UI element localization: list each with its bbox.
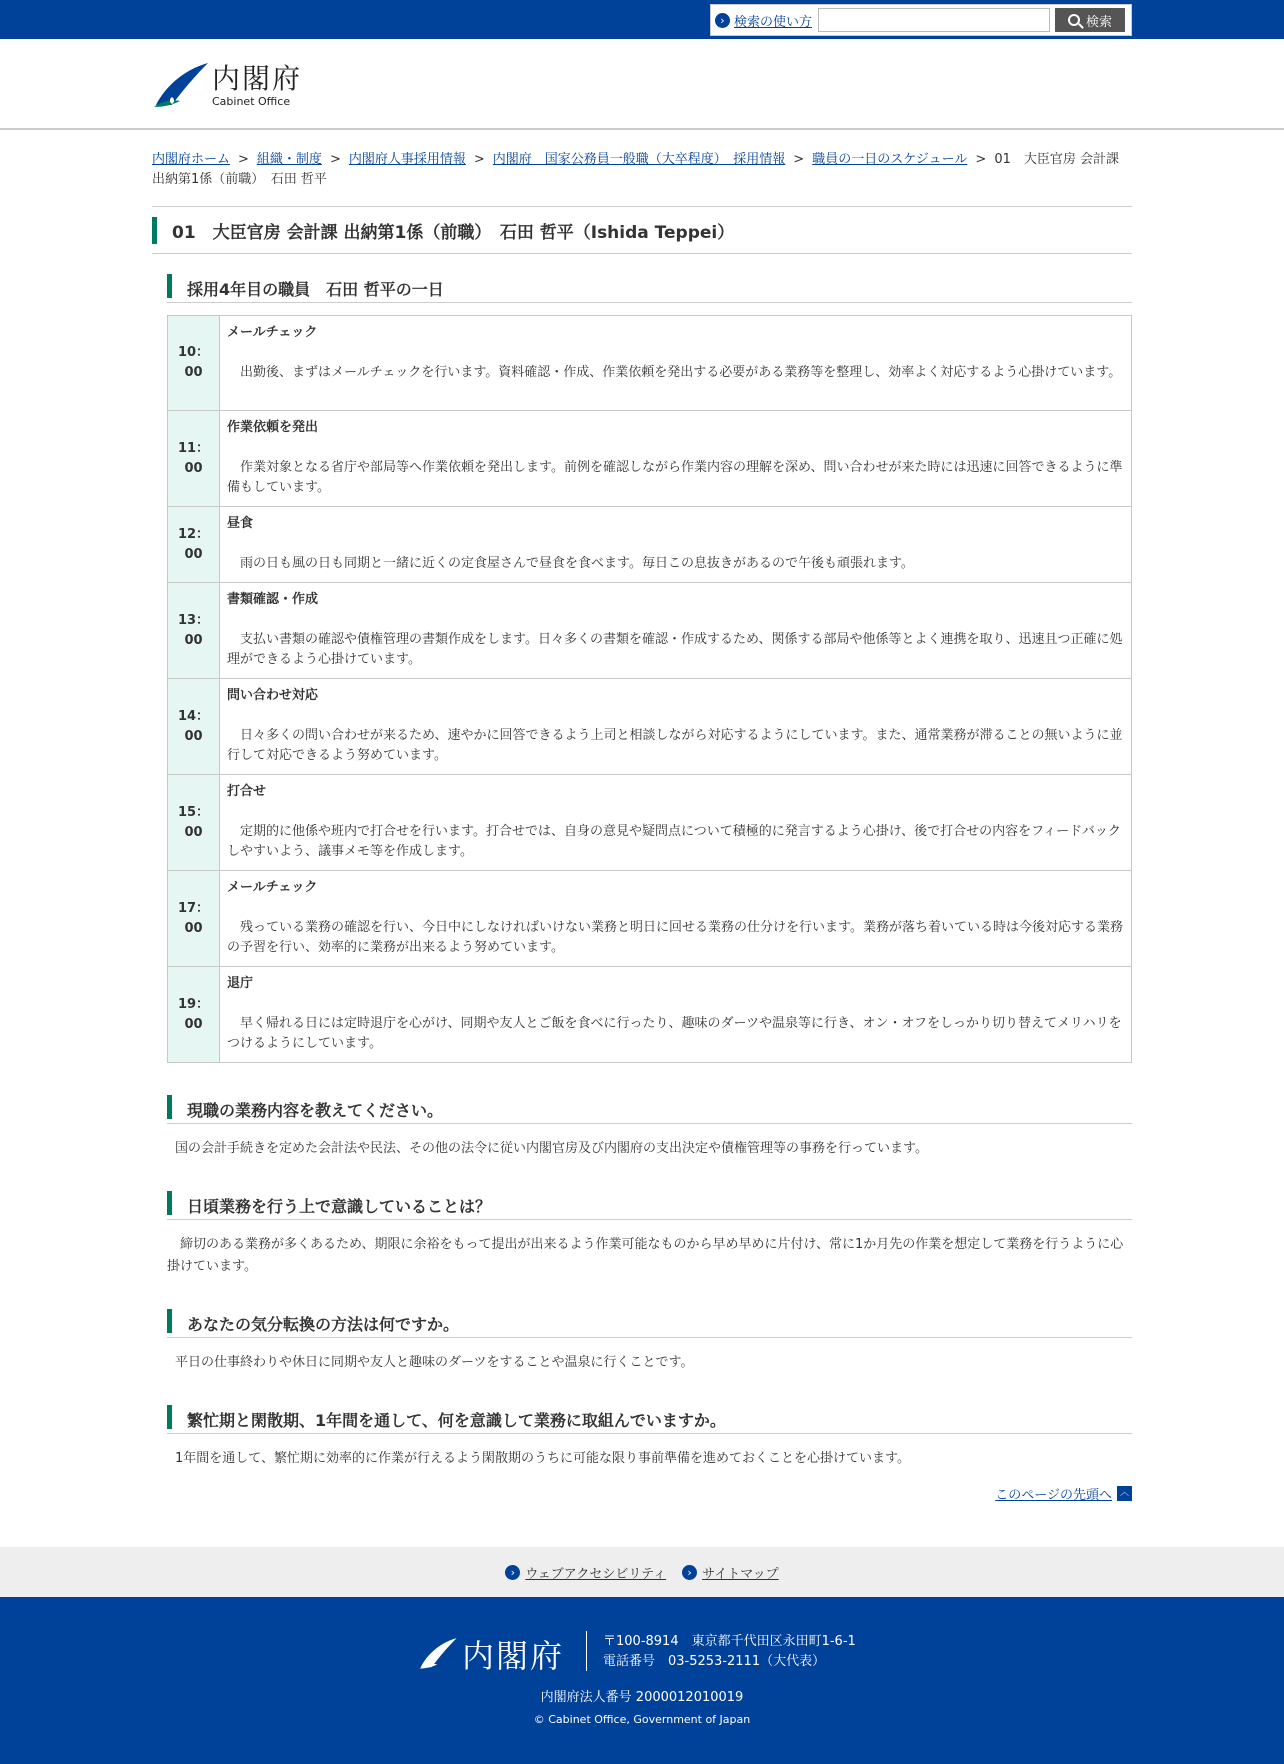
page-title-text: 01 大臣官房 会計課 出納第1係（前職） 石田 哲平（Ishida Teppei） [172,222,735,243]
search-help-link[interactable]: 検索の使い方 [734,14,813,30]
cabinet-office-logo-icon [152,61,210,111]
table-row [168,871,1132,967]
activity-text: 早く帰れる日には定時退庁を心がけ、同期や友人とご飯を食べに行ったり、趣味のダーツや温泉等に行き、オン・オフをしっかり切り替えてメリハリをつけるようにしています。 [227,1016,1122,1051]
footer-address-line: 〒100-8914 東京都千代田区永田町1-6-1 [603,1634,856,1649]
activity-cell [220,316,1132,411]
activity-title: 打合せ [227,784,267,799]
main-content [152,150,1132,1503]
table-row [168,967,1132,1063]
schedule-table [167,315,1132,1063]
qa-answer: 締切のある業務が多くあるため、期限に余裕をもって提出が出来るよう作業可能なものから早め早めに片付け、常に1か月先の作業を想定して業務を行うように心掛けています。 [167,1237,1124,1274]
logo-text-ja: 内閣府 [212,62,303,95]
qa-question: あなたの気分転換の方法は何ですか。 [187,1314,460,1334]
qa-heading [167,1191,1132,1220]
cabinet-office-logo-icon [418,1636,458,1672]
activity-text: 雨の日も風の日も同期と一緒に近くの定食屋さんで昼食を食べます。毎日この息抜きがあるので午後も頑張れます。 [227,556,914,571]
time-cell: 10： 00 [168,316,220,411]
footer-nav [0,1547,1284,1597]
chevron-right-icon: › [505,1565,520,1580]
footer-nav-item-accessibility [505,1563,666,1582]
qa-question: 現職の業務内容を教えてください。 [187,1100,444,1120]
table-row [168,583,1132,679]
site-header [0,39,1284,130]
footer-logo [418,1631,564,1677]
activity-title: 作業依頼を発出 [227,420,319,435]
breadcrumb-link-general-recruitment[interactable]: 内閣府 国家公務員一般職（大卒程度） 採用情報 [492,152,786,167]
activity-title: メールチェック [227,325,318,340]
activity-cell [220,583,1132,679]
footer-link-sitemap[interactable]: サイトマップ [702,1566,779,1582]
qa-heading [167,1405,1132,1434]
breadcrumb-link-organization[interactable]: 組織・制度 [256,152,322,167]
schedule-heading-text: 採用4年目の職員 石田 哲平の一日 [187,279,444,299]
time-cell: 19： 00 [168,967,220,1063]
chevron-right-icon: › [715,13,730,28]
activity-text: 支払い書類の確認や債権管理の書類作成をします。日々多くの書類を確認・作成するため、関係する部局や他係等とよく連携を取り、迅速且つ正確に処理ができるよう心掛けています。 [227,632,1123,667]
activity-cell [220,411,1132,507]
activity-cell [220,871,1132,967]
footer-copyright: © Cabinet Office, Government of Japan [533,1713,751,1726]
table-row [168,507,1132,583]
logo-text-en: Cabinet Office [212,95,291,108]
activity-text: 残っている業務の確認を行い、今日中にしなければいけない業務と明日に回せる業務の仕分けを行います。業務が落ち着いている時は今後対応する業務の予習を行い、効率的に業務が出来るよう努めています。 [227,920,1123,955]
activity-title: メールチェック [227,880,318,895]
activity-text: 作業対象となる省庁や部局等へ作業依頼を発出します。前例を確認しながら作業内容の理解を深め、問い合わせが来た時には迅速に回答できるように準備もしています。 [227,460,1123,495]
arrow-up-icon[interactable]: ︿ [1117,1486,1132,1501]
page-top-link-wrap [152,1484,1132,1503]
qa-heading [167,1309,1132,1338]
activity-text: 定期的に他係や班内で打合せを行います。打合せでは、自身の意見や疑問点について積極的に発言するよう心掛け、後で打合せの内容をフィードバックしやすいよう、議事メモ等を作成します。 [227,824,1121,859]
time-cell: 12： 00 [168,507,220,583]
breadcrumb-link-schedule[interactable]: 職員の一日のスケジュール [812,152,968,167]
table-row [168,775,1132,871]
table-row [168,411,1132,507]
footer-corp-number: 内閣府法人番号 2000012010019 [540,1690,744,1705]
activity-title: 退庁 [227,976,254,991]
breadcrumb-link-recruitment[interactable]: 内閣府人事採用情報 [348,152,466,167]
table-row [168,316,1132,411]
footer-link-accessibility[interactable]: ウェブアクセシビリティ [525,1566,667,1582]
activity-text: 日々多くの問い合わせが来るため、速やかに回答できるよう上司と相談しながら対応するようにしています。また、通常業務が滞ることの無いように並行して対応できるよう努めています。 [227,728,1123,763]
time-cell: 13： 00 [168,583,220,679]
qa-heading [167,1095,1132,1124]
page-title [152,206,1132,254]
search-box [710,4,1132,36]
footer-phone: 電話番号 03-5253-2111（大代表） [603,1654,826,1669]
search-icon [1068,14,1080,26]
qa-answer: 1年間を通して、繁忙期に効率的に作業が行えるよう閑散期のうちに可能な限り事前準備を進めておくことを心掛けています。 [175,1451,910,1466]
activity-title: 昼食 [227,516,254,531]
activity-cell [220,679,1132,775]
footer-address [603,1632,856,1672]
activity-cell [220,967,1132,1063]
page-top-link[interactable]: このページの先頭へ [995,1488,1112,1503]
time-cell: 11： 00 [168,411,220,507]
site-footer [0,1597,1284,1764]
activity-text: 出勤後、まずはメールチェックを行います。資料確認・作成、作業依頼を発出する必要がある業務等を整理し、効率よく対応するよう心掛けています。 [227,365,1122,380]
breadcrumb: 内閣府ホーム > 組織・制度 > 内閣府人事採用情報 > 内閣府 国家公務員一般職（大卒程度） 採用情報 > 職員の一日のスケジュール > 01 大臣官房 会計課 出納第1係（前職） 石田 哲平 [152,152,1120,187]
top-bar [0,0,1284,39]
search-button[interactable] [1055,8,1125,32]
qa-answer: 平日の仕事終わりや休日に同期や友人と趣味のダーツをすることや温泉に行くことです。 [175,1355,694,1370]
time-cell: 14： 00 [168,679,220,775]
schedule-section [167,274,1132,1470]
activity-title: 問い合わせ対応 [227,688,319,703]
schedule-heading [167,274,1132,303]
footer-logo-text: 内閣府 [462,1637,565,1675]
qa-answer: 国の会計手続きを定めた会計法や民法、その他の法令に従い内閣官房及び内閣府の支出決定や債権管理等の事務を行っています。 [175,1141,928,1156]
activity-cell [220,775,1132,871]
search-input[interactable] [818,8,1050,32]
table-row [168,679,1132,775]
qa-question: 日頃業務を行う上で意識していることは？ [187,1196,492,1216]
site-logo[interactable] [152,61,302,111]
time-cell: 17： 00 [168,871,220,967]
breadcrumb-link-home[interactable]: 内閣府ホーム [152,152,231,167]
footer-nav-item-sitemap [682,1563,779,1582]
footer-divider [586,1631,587,1671]
qa-question: 繁忙期と閑散期、1年間を通して、何を意識して業務に取組んでいますか。 [187,1410,726,1430]
chevron-right-icon: › [682,1565,697,1580]
activity-title: 書類確認・作成 [227,592,319,607]
time-cell: 15： 00 [168,775,220,871]
activity-cell [220,507,1132,583]
breadcrumb-current: 01 大臣官房 会計課 出納第1係（前職） 石田 哲平 [152,152,1120,187]
search-button-label: 検索 [1086,14,1113,30]
